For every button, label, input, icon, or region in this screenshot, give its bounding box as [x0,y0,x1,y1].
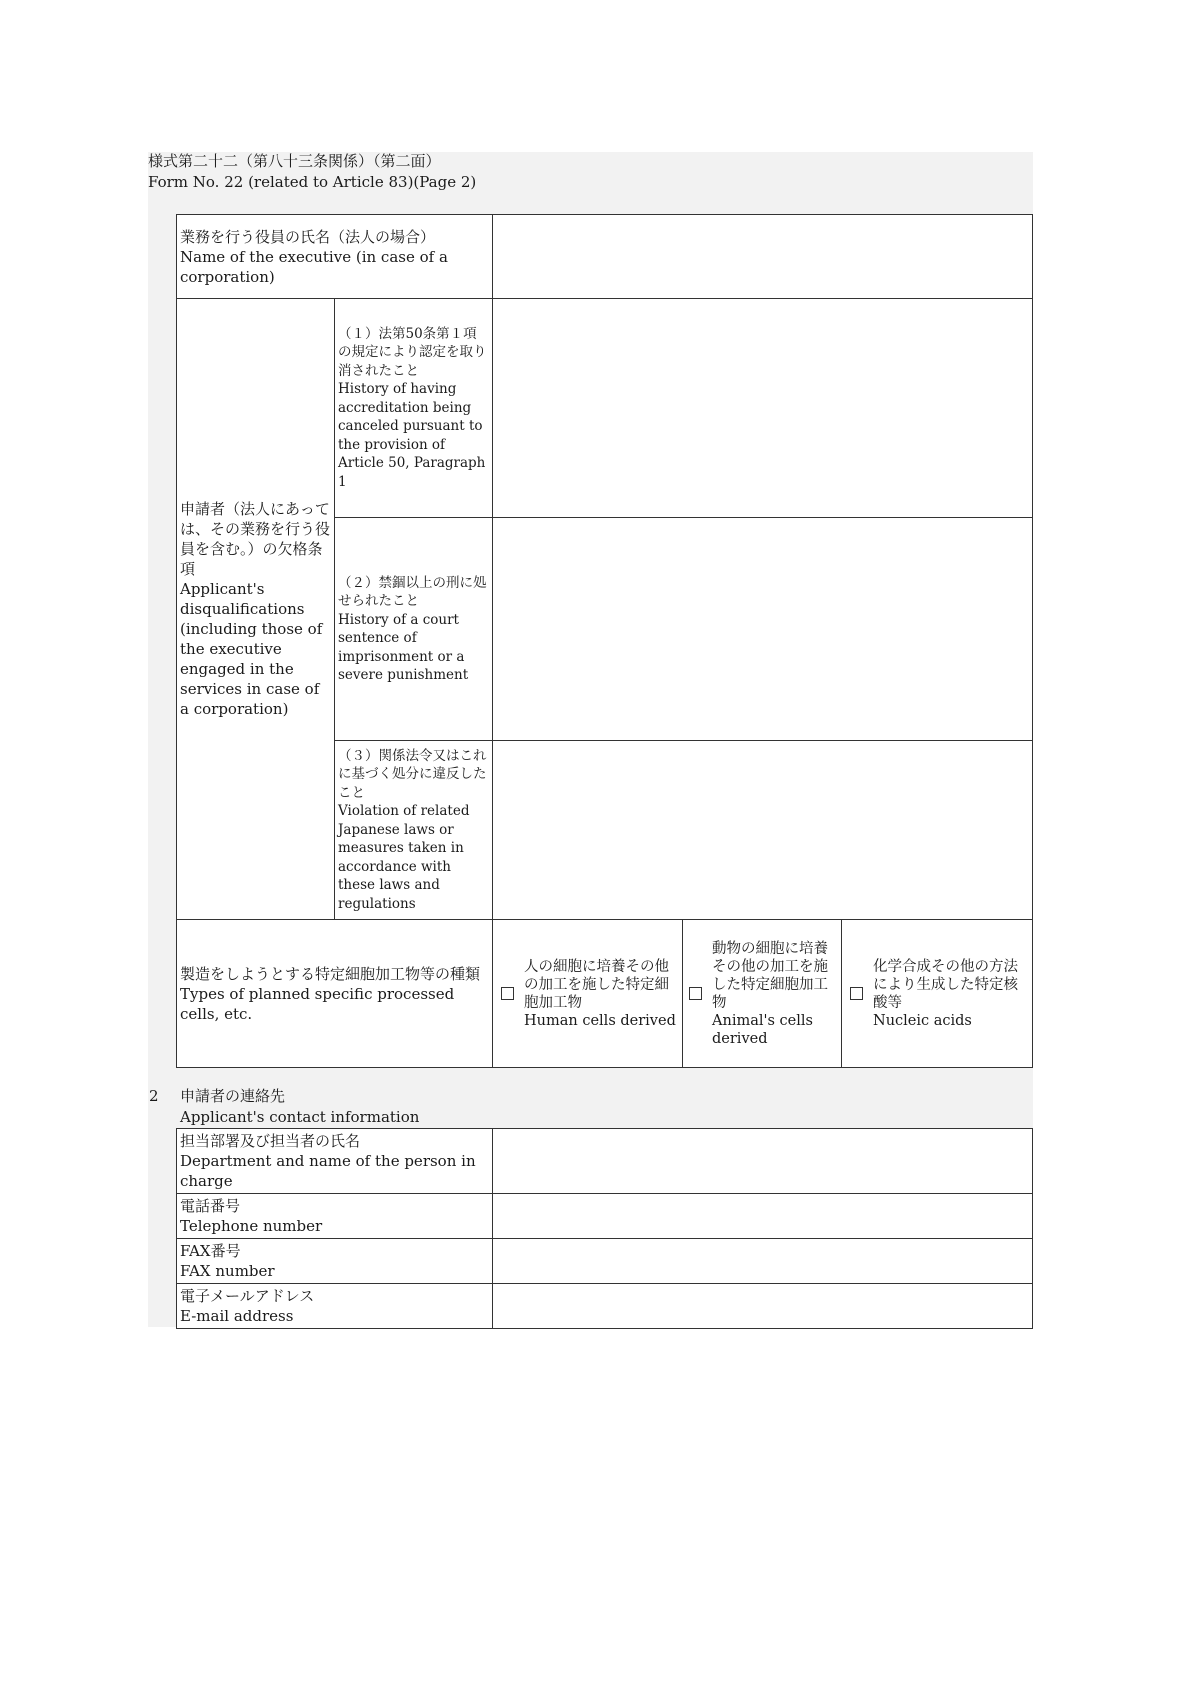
disqualification-label-en: Applicant's disqualifications (including those of the executive engaged in the services in case of a corporation) [180,580,323,718]
contact-phone-label-ja: 電話番号 [180,1197,241,1215]
form-title-en: Form No. 22 (related to Article 83)(Page 2) [148,173,477,191]
contact-section-title-en: Applicant's contact information [180,1108,420,1126]
contact-section-number: 2 [149,1087,159,1105]
contact-phone-value[interactable] [493,1194,1033,1239]
item-2-label-en: History of a court sentence of imprisonment or a severe punishment [338,611,469,683]
contact-email-value[interactable] [493,1284,1033,1329]
executive-label-ja: 業務を行う役員の氏名（法人の場合） [180,227,436,246]
type-animal-label-en: Animal's cells derived [712,1012,813,1047]
type-nucleic-label-ja: 化学合成その他の方法により生成した特定核酸等 [873,958,1019,1011]
checkbox-animal-cells[interactable] [689,987,702,1000]
disqualification-item-1-value[interactable] [493,299,1033,518]
executive-row [177,215,1033,299]
form-title-ja: 様式第二十二（第八十三条関係）（第二面） [148,152,441,170]
contact-row-person [177,1129,1033,1194]
contact-person-label [177,1129,493,1194]
contact-phone-label-en: Telephone number [180,1217,323,1235]
type-nucleic-label-en: Nucleic acids [873,1012,972,1029]
item-3-label-ja: （３）関係法令又はこれに基づく処分に違反したこと [338,747,487,801]
disqualification-table [176,214,1033,1068]
checkbox-human-cells[interactable] [501,987,514,1000]
item-1-label-en: History of having accreditation being canceled pursuant to the provision of Article 50, Paragraph 1 [338,381,486,490]
contact-row-fax [177,1239,1033,1284]
types-label-en: Types of planned specific processed cells, etc. [180,984,455,1023]
type-option-nucleic[interactable] [842,920,1033,1068]
contact-email-label [177,1284,493,1329]
type-animal-label-ja: 動物の細胞に培養その他の加工を施した特定細胞加工物 [712,940,829,1011]
disqualification-item-1-label [335,299,493,518]
disqualification-label [177,299,335,920]
disqualification-item-3-value[interactable] [493,741,1033,920]
type-human-label-en: Human cells derived [524,1012,676,1029]
contact-fax-label-en: FAX number [180,1262,275,1280]
executive-label [177,215,493,299]
types-row [177,920,1033,1068]
item-2-label-ja: （２）禁錮以上の刑に処せられたこと [338,574,487,609]
item-1-label-ja: （１）法第50条第１項の規定により認定を取り消されたこと [338,325,487,379]
checkbox-nucleic-acids[interactable] [850,987,863,1000]
contact-fax-value[interactable] [493,1239,1033,1284]
contact-fax-label [177,1239,493,1284]
contact-person-label-en: Department and name of the person in charge [180,1152,476,1190]
disqualification-row-1 [177,299,1033,518]
contact-fax-label-ja: FAX番号 [180,1242,241,1260]
contact-person-label-ja: 担当部署及び担当者の氏名 [180,1132,361,1150]
disqualification-item-2-label [335,518,493,741]
contact-row-email [177,1284,1033,1329]
contact-table [176,1128,1033,1329]
executive-value[interactable] [493,215,1033,299]
types-label-ja: 製造をしようとする特定細胞加工物等の種類 [180,964,481,983]
type-option-human[interactable] [493,920,683,1068]
contact-email-label-en: E-mail address [180,1307,294,1325]
disqualification-item-2-value[interactable] [493,518,1033,741]
types-label [177,920,493,1068]
disqualification-label-ja: 申請者（法人にあっては、その業務を行う役員を含む。）の欠格条項 [180,500,331,578]
contact-email-label-ja: 電子メールアドレス [180,1287,315,1305]
contact-row-phone [177,1194,1033,1239]
item-3-label-en: Violation of related Japanese laws or measures taken in accordance with these laws and regulations [338,803,470,912]
executive-label-en: Name of the executive (in case of a corporation) [180,247,448,286]
contact-person-value[interactable] [493,1129,1033,1194]
contact-phone-label [177,1194,493,1239]
disqualification-item-3-label [335,741,493,920]
contact-section-title-ja: 申請者の連絡先 [180,1087,286,1105]
type-option-animal[interactable] [683,920,842,1068]
type-human-label-ja: 人の細胞に培養その他の加工を施した特定細胞加工物 [524,958,670,1011]
